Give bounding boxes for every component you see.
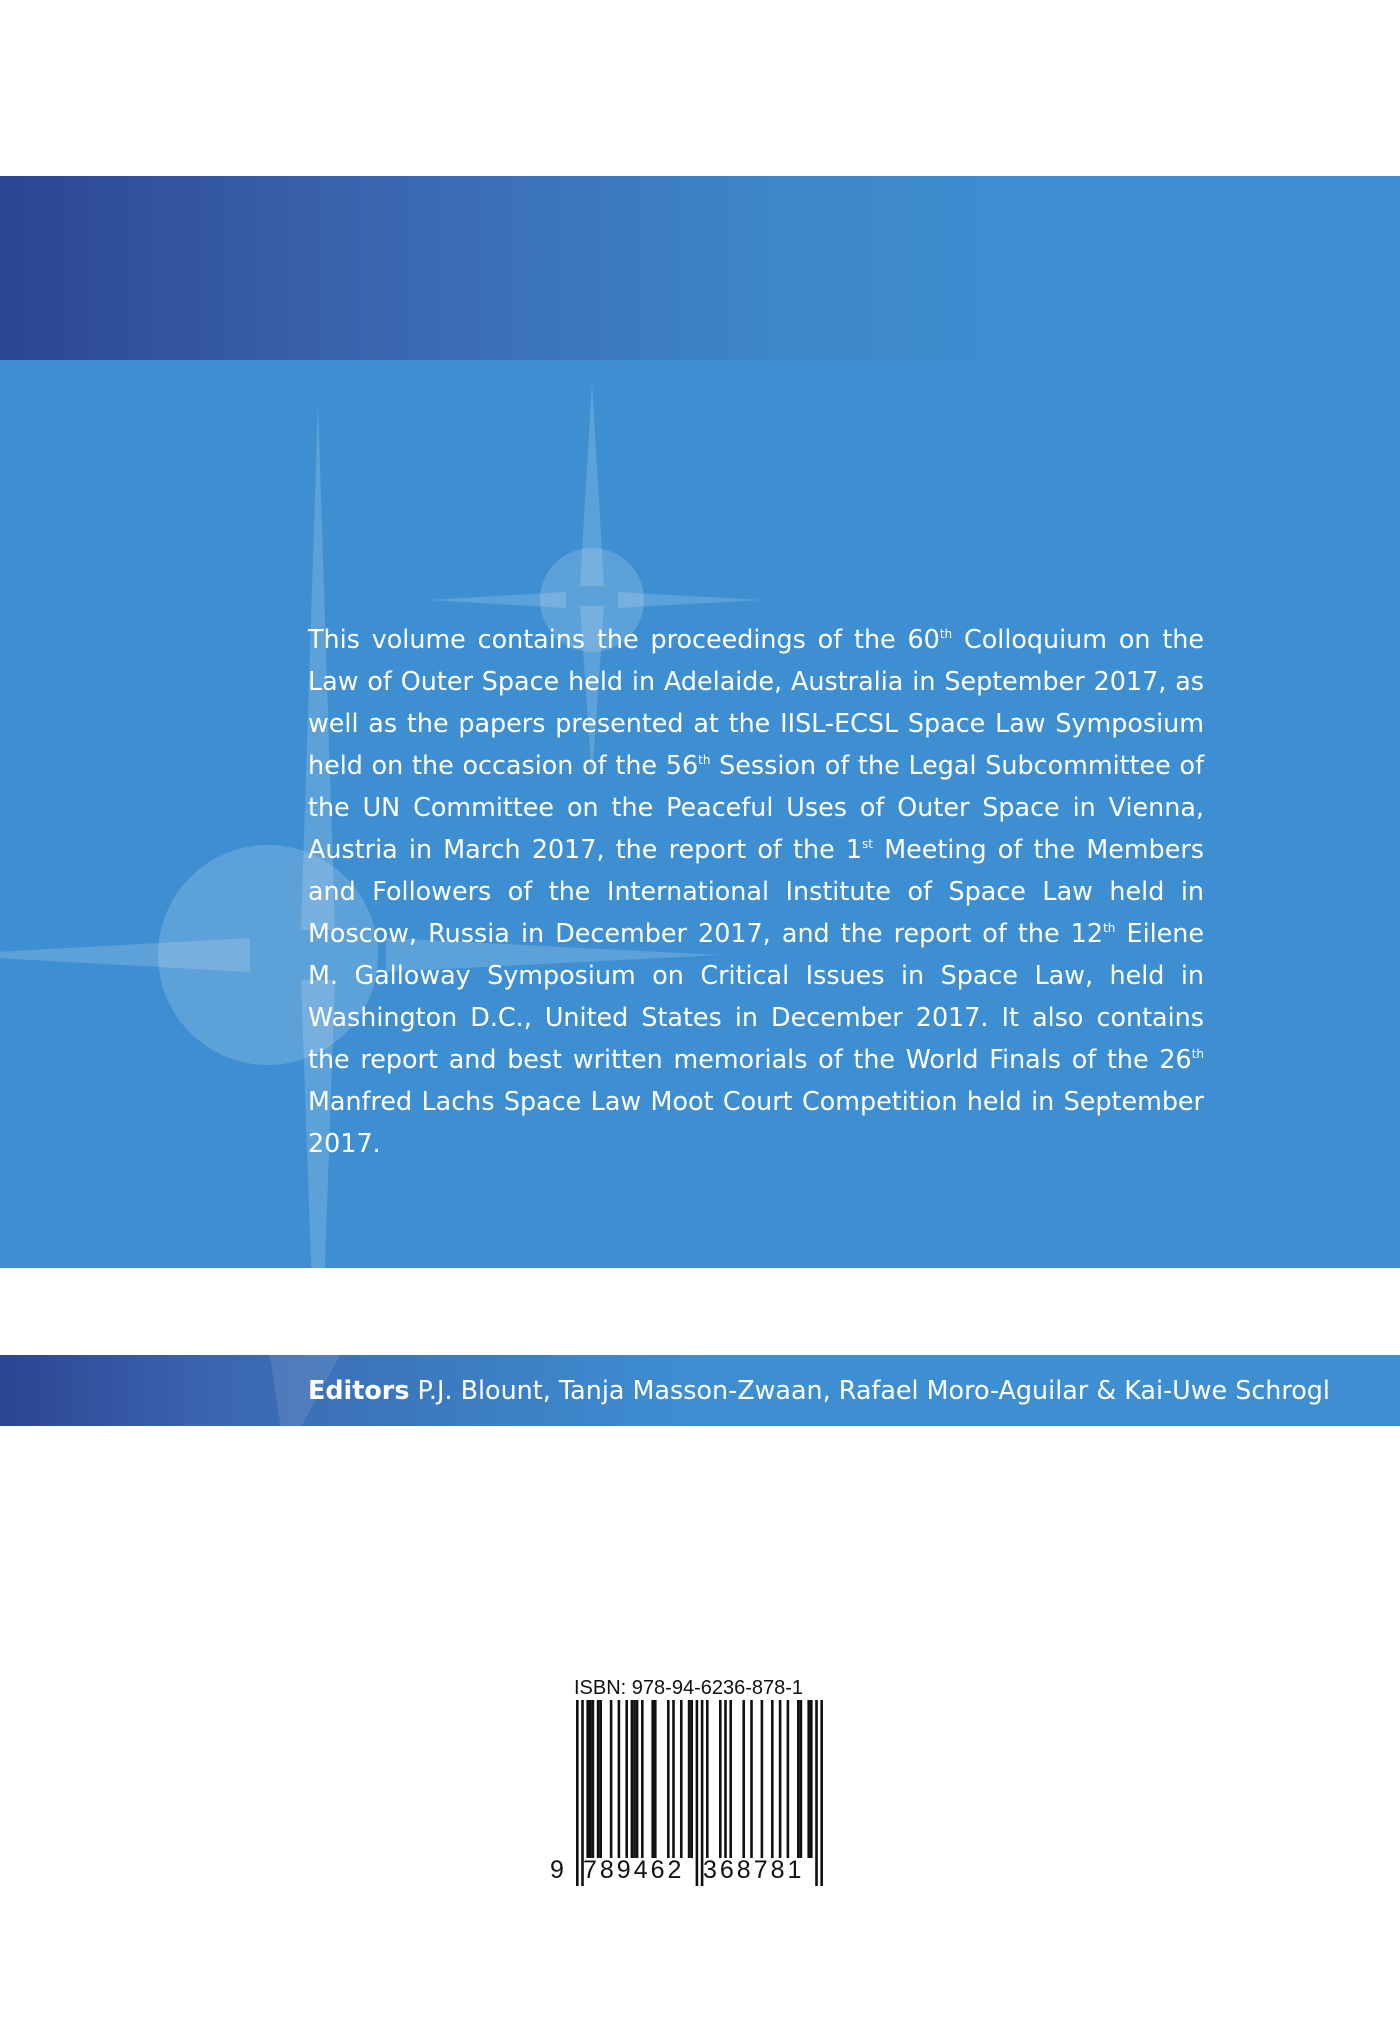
barcode-bar [625, 1700, 628, 1858]
editors-band [0, 1355, 1400, 1426]
barcode-bar [599, 1700, 602, 1858]
barcode-bar [771, 1700, 774, 1858]
barcode-bar [706, 1700, 709, 1858]
barcode-bar [680, 1700, 683, 1858]
barcode-bar [719, 1700, 722, 1858]
barcode-bar [761, 1700, 764, 1858]
barcode-bar [810, 1700, 813, 1858]
barcode-bar [589, 1700, 592, 1858]
barcode-bar [724, 1700, 727, 1858]
barcode-guard-bar [696, 1700, 699, 1886]
barcode-bar [618, 1700, 621, 1858]
barcode-bar [592, 1700, 595, 1858]
barcode-bar [779, 1700, 782, 1858]
barcode-bar [807, 1700, 810, 1858]
barcode-bar [641, 1700, 644, 1858]
editors-label: Editors [308, 1375, 410, 1405]
barcode-bar [688, 1700, 691, 1858]
barcode-guard-bar [815, 1700, 818, 1886]
barcode-bar [750, 1700, 753, 1858]
barcode-bar [651, 1700, 654, 1858]
barcode-bar [667, 1700, 670, 1858]
barcode-guard-bar [576, 1700, 579, 1886]
barcode-bar [742, 1700, 745, 1858]
barcode-bar [586, 1700, 589, 1858]
barcode-bar [729, 1700, 732, 1858]
top-gradient-band [0, 176, 1400, 360]
barcode-bar [631, 1700, 634, 1858]
barcode-bar [672, 1700, 675, 1858]
barcode-bar [597, 1700, 600, 1858]
barcode-bar [690, 1700, 693, 1858]
barcode-bar [800, 1700, 803, 1858]
blurb-panel [0, 360, 1400, 1268]
barcode-digits-left: 789462 [583, 1856, 685, 1884]
description-text: This volume contains the proceedings of the 60th Colloquium on the Law of Outer Space held in Adelaide, Australia in September 2017, as well as the papers presented at the IISL-ECSL Space Law Symposium held on the occasion of the 56th Session of the Legal Subcommittee of the UN Committee on the Peaceful Uses of Outer Space in Vienna, Austria in March 2017, the report of the 1st Meeting of the Members and Followers of the International Institute of Space Law held in Moscow, Russia in December 2017, and the report of the 12th Eilene M. Galloway Symposium on Critical Issues in Space Law, held in Washington D.C., United States in December 2017. It also contains the report and best written memorials of the World Finals of the 26th Manfred Lachs Space Law Moot Court Competition held in September 2017. [308, 624, 1205, 1158]
barcode-guard-bar [820, 1700, 823, 1886]
barcode-bar [787, 1700, 790, 1858]
barcode-bar [654, 1700, 657, 1858]
barcode-bar [797, 1700, 800, 1858]
barcode-bar [633, 1700, 636, 1858]
editors-credit [308, 1372, 1330, 1408]
editors-names: P.J. Blount, Tanja Masson-Zwaan, Rafael Moro-Aguilar & Kai-Uwe Schrogl [417, 1375, 1330, 1405]
barcode-bar [610, 1700, 613, 1858]
barcode-digits-right: 368781 [703, 1856, 805, 1884]
isbn-label: ISBN: 978-94-6236-878-1 [574, 1677, 804, 1699]
barcode-bar [636, 1700, 639, 1858]
barcode-digit-first: 9 [550, 1856, 567, 1884]
